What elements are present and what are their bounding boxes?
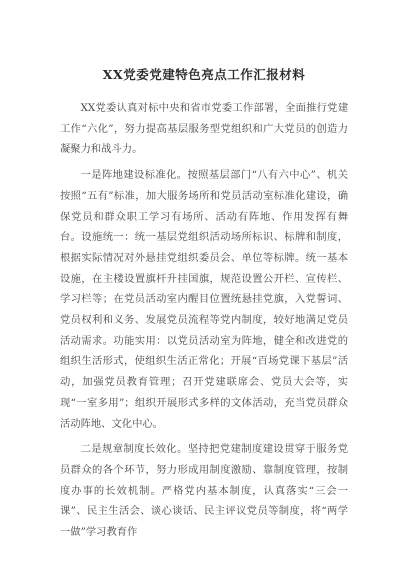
- paragraph-position-building: 一是阵地建设标准化。按照基层部门“八有六中心”、机关按照“五有”标准，加大服务场所和党员活动室标准化建设，确保党员和群众职工学习有场所、活动有阵地、作用发挥有舞台。设施统一：统一基层党组织活动场所标识、标牌和制度，根据实际情况对外悬挂党组织委员会、单位等标牌。统一基本设施，在主楼设置旗杆升挂国旗，规范设置公开栏、宣传栏、学习栏等；在党员活动室内醒目位置统悬挂党旗，入党誓词、党员权利和义务、发展党员流程等党内制度，较好地满足党员活动需求。功能实用：以党员活动室为阵地，健全和改进党的组织生活形式，使组织生活正常化；开展“百场党课下基层”活动，加强党员教育管理；召开党建联席会、党员大会等，实现“一室多用”；组织开展形式多样的文体活动，充当党员群众活动阵地、文化中心。: [60, 169, 348, 430]
- paragraph-intro: XX党委认真对标中央和省市党委工作部署，全面推行党建工作“六化”，努力提高基层服务型党组织和广大党员的创造力凝聚力和战斗力。: [60, 102, 348, 156]
- document-body: [60, 98, 348, 543]
- paragraph-rules-system: 二是规章制度长效化。坚持把党建制度建设贯穿于服务党员群众的各个环节，努力形成用制度激励、靠制度管理，按制度办事的长效机制。严格党内基本制度，认真落实“三会一课”、民主生活会、谈心谈话、民主评议党员等制度，将“两学一做”学习教育作: [60, 443, 348, 539]
- document-title: XX党委党建特色亮点工作汇报材料: [102, 67, 306, 82]
